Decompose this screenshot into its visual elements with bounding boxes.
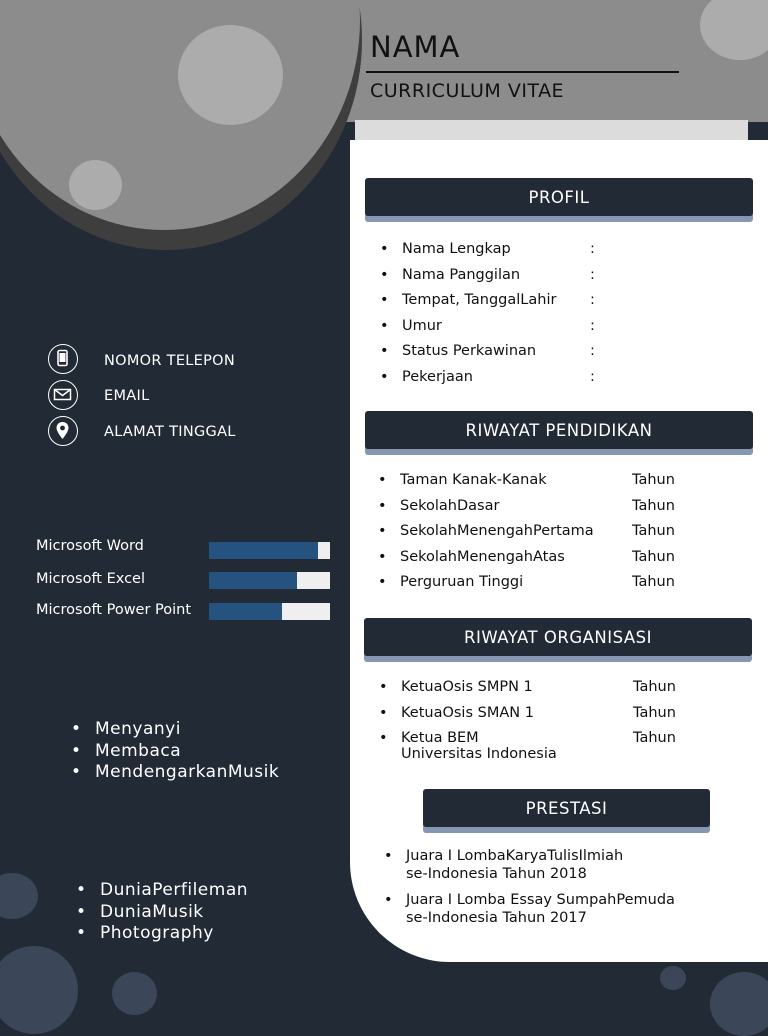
list-item: • SekolahMenengahPertama Tahun [374,523,675,549]
decor-circle [660,966,686,990]
hobbies-list [71,719,279,784]
section-header-prestasi: PRESTASI [423,789,710,827]
section-header-organisasi: RIWAYAT ORGANISASI [364,618,752,656]
list-item: • KetuaOsis SMAN 1 Tahun [375,705,676,731]
list-item: • Status Perkawinan : [376,343,595,369]
profil-list [376,241,595,395]
pendidikan-list [374,472,675,600]
title-divider [366,71,679,73]
list-item: • Nama Panggilan : [376,267,595,293]
list-item: • Photography [76,923,248,945]
list-item: • DuniaPerfileman [76,880,248,902]
decor-circle [710,972,768,1036]
contact-phone: NOMOR TELEPON [104,353,236,369]
section-header-pendidikan: RIWAYAT PENDIDIKAN [365,411,753,449]
name-title: NAMA [370,30,461,64]
list-item: • Umur : [376,318,595,344]
decor-circle [0,873,38,919]
interests-list [76,880,248,945]
list-item: • Membaca [71,741,279,763]
phone-icon [48,344,78,374]
section-header-profil: PROFIL [365,178,753,216]
skill-label: Microsoft Power Point [36,602,192,618]
list-item: • Juara I LombaKaryaTulisIlmiah se-Indonesia Tahun 2018 [380,847,675,883]
list-item: • Juara I Lomba Essay SumpahPemuda se-Indonesia Tahun 2017 [380,891,675,927]
skill-bar-word [209,542,330,559]
decor-circle [112,972,157,1015]
list-item: • Taman Kanak-Kanak Tahun [374,472,675,498]
list-item: • Nama Lengkap : [376,241,595,267]
list-item: • KetuaOsis SMPN 1 Tahun [375,679,676,705]
list-item: • Menyanyi [71,719,279,741]
contact-email: EMAIL [104,388,150,404]
list-item: • SekolahDasar Tahun [374,498,675,524]
list-item: • SekolahMenengahAtas Tahun [374,549,675,575]
list-item: • Perguruan Tinggi Tahun [374,574,675,600]
skill-label: Microsoft Excel [36,571,146,587]
decor-circle [0,946,78,1034]
skill-bar-excel [209,572,330,589]
list-item: • Ketua BEM Universitas Indonesia Tahun [375,730,676,762]
list-item: • Pekerjaan : [376,369,595,395]
email-icon [48,380,78,410]
contact-address: ALAMAT TINGGAL [104,424,236,440]
skill-label: Microsoft Word [36,538,144,554]
list-item: • DuniaMusik [76,902,248,924]
cv-subtitle: CURRICULUM VITAE [370,80,565,102]
decor-circle [178,25,283,125]
list-item: • Tempat, TanggalLahir : [376,292,595,318]
organisasi-list [375,679,676,762]
decor-circle [69,160,122,210]
skill-bar-powerpoint [209,603,330,620]
list-item: • MendengarkanMusik [71,762,279,784]
prestasi-list [380,847,675,935]
location-icon [48,416,78,446]
